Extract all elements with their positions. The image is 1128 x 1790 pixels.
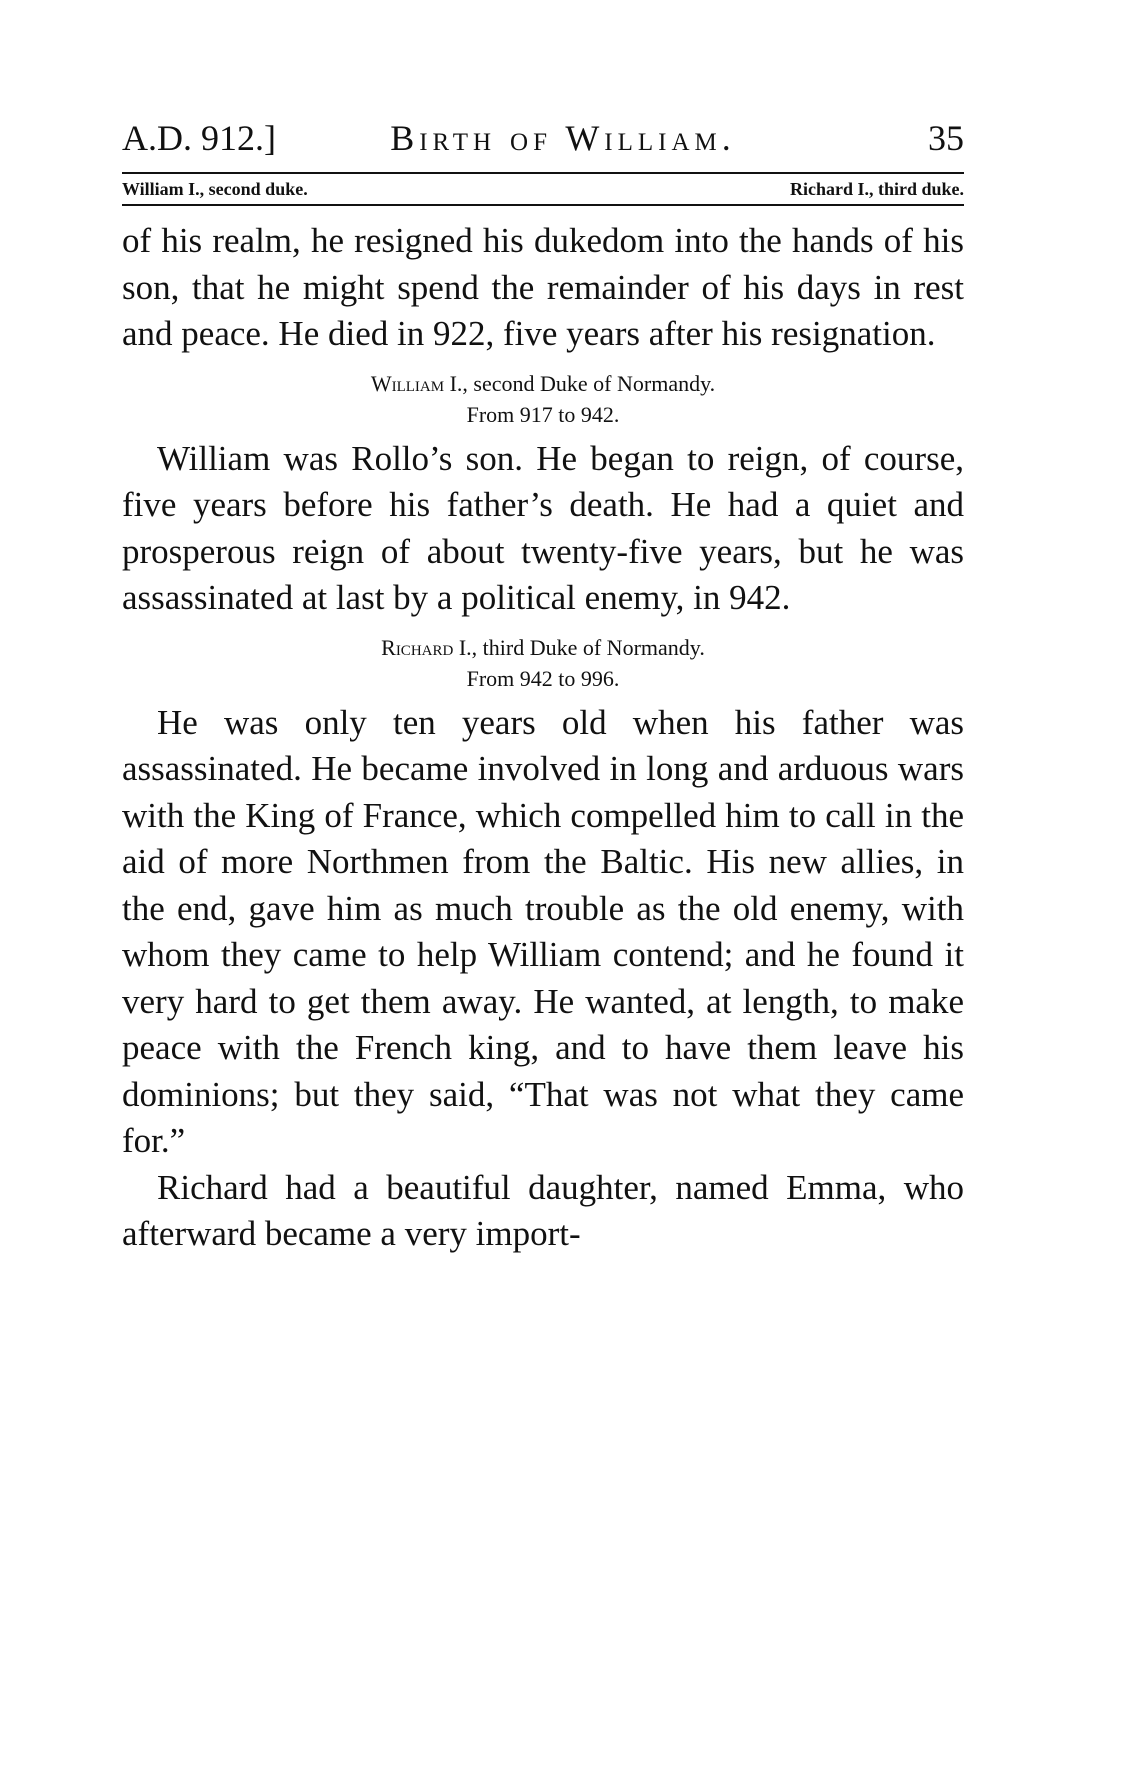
paragraph-william: William was Rollo’s son. He began to reign, of course, five years before his father’s death. He had a quiet and prosperous reign of about twenty-five years, but he was assassinated at last by a political enemy, in 942.	[122, 438, 964, 617]
marginal-notes	[122, 174, 964, 204]
heading-title-line	[122, 368, 964, 399]
running-head	[122, 112, 964, 164]
sidenote-right: Richard I., third duke.	[789, 179, 964, 199]
heading-dates: From 917 to 942.	[466, 401, 620, 427]
heading-rest: I., second Duke of Normandy.	[444, 370, 716, 396]
section-heading-william	[122, 368, 964, 430]
book-page	[122, 112, 964, 1258]
paragraph-emma: Richard had a beautiful daughter, named Emma, who afterward became a very import-	[122, 1167, 964, 1253]
heading-rest: I., third Duke of Normandy.	[453, 634, 705, 660]
paragraph-richard-wars: He was only ten years old when his father was assassinated. He became involved in long and arduous wars with the King of France, which compelled him to call in the aid of more Northmen from the Baltic. His new allies, in the end, gave him as much trouble as the old enemy, with whom they came to help William contend; and he found it very hard to get them away. He wanted, at length, to make peace with the French king, and to have them leave his dominions; but they said, “That was not what they came for.”	[122, 702, 964, 1160]
header-date: A.D. 912.]	[122, 118, 276, 158]
section-heading-richard	[122, 632, 964, 694]
heading-dates: From 942 to 996.	[466, 665, 620, 691]
heading-title-line	[122, 632, 964, 663]
sidenote-left: William I., second duke.	[122, 179, 308, 199]
page-number: 35	[928, 118, 964, 158]
heading-name: Richard	[381, 634, 454, 660]
header-title: Birth of William.	[390, 118, 736, 158]
sidenote-rule	[122, 204, 964, 206]
paragraph-rollo-resignation: of his realm, he resigned his dukedom into the hands of his son, that he might spend the remainder of his days in rest and peace. He died in 922, five years after his resignation.	[122, 221, 964, 353]
heading-name: William	[370, 370, 445, 396]
